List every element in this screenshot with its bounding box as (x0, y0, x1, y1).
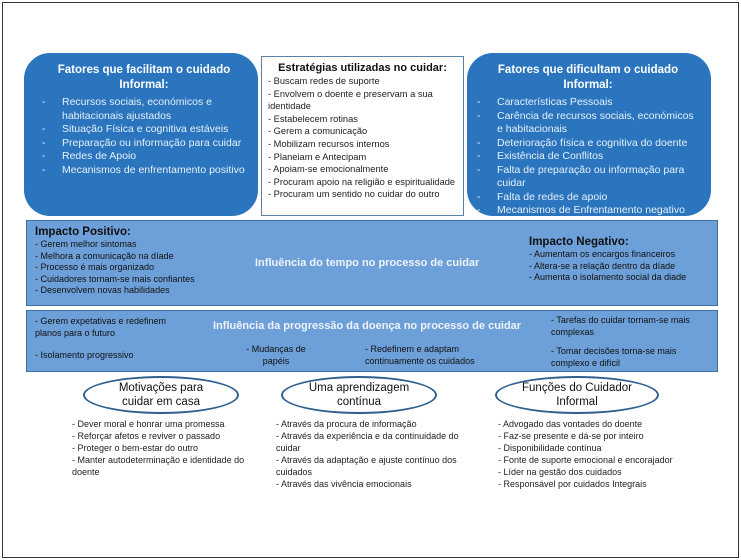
facilitating-factors-box (24, 53, 258, 216)
positive-impact-item: - Melhora a comunicação na díade (35, 250, 174, 261)
functions-title: Funções do Cuidador Informal (522, 382, 632, 408)
function-item: - Líder na gestão dos cuidados (498, 467, 622, 477)
facilitating-item: - Preparação ou informação para cuidar (42, 137, 246, 151)
positive-impact-item: - Desenvolvem novas habilidades (35, 285, 170, 296)
functions-ellipse (495, 376, 659, 414)
learning-item: - Através da procura de informação (276, 419, 417, 429)
negative-impact-item: - Aumenta o isolamento social da diade (529, 272, 687, 283)
function-item: - Faz-se presente e dá-se por inteiro (498, 431, 644, 441)
motivations-title: Motivações para cuidar em casa (118, 382, 204, 408)
strategy-item: - Planeiam e Antecipam (268, 151, 367, 162)
strategy-item: - Envolvem o doente e preservam a sua identidade (268, 88, 433, 112)
motivation-item: - Dever moral e honrar uma promessa (72, 419, 225, 429)
positive-impact-item: - Cuidadores tornam-se mais confiantes (35, 273, 195, 284)
strategy-item: - Procuram apoio na religião e espiritualidade (268, 176, 456, 187)
disease-left-bottom: - Isolamento progressivo (35, 350, 134, 360)
positive-impact-block (35, 225, 235, 297)
negative-impact-item: - Aumentam os encargos financeiros (529, 249, 676, 259)
disease-right-top: - Tarefas do cuidar tornam-se mais complexas (551, 315, 690, 337)
strategy-item: - Mobilizam recursos internos (268, 138, 390, 149)
facilitating-factors-title: Fatores que facilitam o cuidado Informal: (57, 64, 231, 91)
motivation-item: - Manter autodeterminação e identidade do doente (72, 455, 245, 477)
time-influence-band (26, 220, 718, 306)
negative-impact-item: - Altera-se a relação dentro da díade (529, 260, 676, 271)
facilitating-item: - Situação Física e cognitiva estáveis (42, 123, 246, 137)
learning-item: - Através da experiência e da continuidade do cuidar (276, 431, 459, 453)
hindering-item: - Mecanismos de Enfrentamento negativo (477, 204, 699, 218)
function-item: - Advogado das vontades do doente (498, 419, 643, 429)
negative-impact-title: Impacto Negativo: (529, 236, 629, 248)
learning-list (276, 418, 466, 490)
hindering-item: - Deterioração física e cognitiva do doente (477, 137, 699, 151)
function-item: - Fonte de suporte emocional e encorajador (498, 455, 673, 465)
disease-center-left: - Mudanças de papéis (246, 344, 306, 366)
disease-progression-title: Influência da progressão da doença no processo de cuidar (213, 320, 522, 332)
strategies-box (261, 56, 464, 216)
hindering-item: - Carência de recursos sociais, económicos e habitacionais (477, 110, 699, 137)
functions-list (498, 418, 698, 490)
learning-item: - Através da adaptação e ajuste contínuo dos cuidados (276, 455, 457, 477)
disease-left-top: - Gerem expetativas e redefinem planos para o futuro (35, 316, 167, 338)
learning-title: Uma aprendizagem contínua (308, 382, 410, 408)
function-item: - Responsável por cuidados Integrais (498, 479, 647, 489)
learning-item: - Através das vivência emocionais (276, 479, 412, 489)
disease-center-right: - Redefinem e adaptam continuamente os cuidados (365, 344, 475, 366)
positive-impact-title: Impacto Positivo: (35, 226, 131, 238)
hindering-item: - Falta de preparação ou informação para cuidar (477, 164, 699, 191)
hindering-item: - Características Pessoais (477, 96, 699, 110)
facilitating-item: - Recursos sociais, económicos e habitacionais ajustados (42, 96, 246, 123)
facilitating-item: - Redes de Apoio (42, 150, 246, 164)
disease-progression-band (26, 310, 718, 372)
function-item: - Disponibilidade contínua (498, 443, 602, 453)
motivation-item: - Proteger o bem-estar do outro (72, 443, 199, 453)
strategy-item: - Gerem a comunicação (268, 126, 368, 137)
hindering-item: - Existência de Conflitos (477, 150, 699, 164)
learning-ellipse (281, 376, 437, 414)
motivation-item: - Reforçar afetos e reviver o passado (72, 431, 221, 441)
negative-impact-block (529, 235, 719, 284)
motivations-list (72, 418, 257, 478)
motivations-ellipse (83, 376, 239, 414)
strategy-item: - Estabelecem rotinas (268, 113, 358, 124)
hindering-item: - Falta de redes de apoio (477, 191, 699, 205)
strategies-title: Estratégias utilizadas no cuidar: (278, 62, 447, 74)
strategy-item: - Procuram um sentido no cuidar do outro (268, 189, 440, 200)
strategy-item: - Apoiam-se emocionalmente (268, 164, 389, 175)
time-influence-title: Influência do tempo no processo de cuidar (255, 257, 480, 269)
strategy-item: - Buscam redes de suporte (268, 76, 380, 86)
hindering-factors-title: Fatores que dificultam o cuidado Informal: (497, 64, 679, 91)
positive-impact-item: - Processo é mais organizado (35, 262, 155, 273)
positive-impact-item: - Gerem melhor sintomas (35, 239, 137, 249)
facilitating-item: - Mecanismos de enfrentamento positivo (42, 164, 246, 178)
hindering-factors-box (467, 53, 711, 216)
disease-right-bottom: - Tomar decisões torna-se mais complexo e difícil (551, 346, 677, 368)
